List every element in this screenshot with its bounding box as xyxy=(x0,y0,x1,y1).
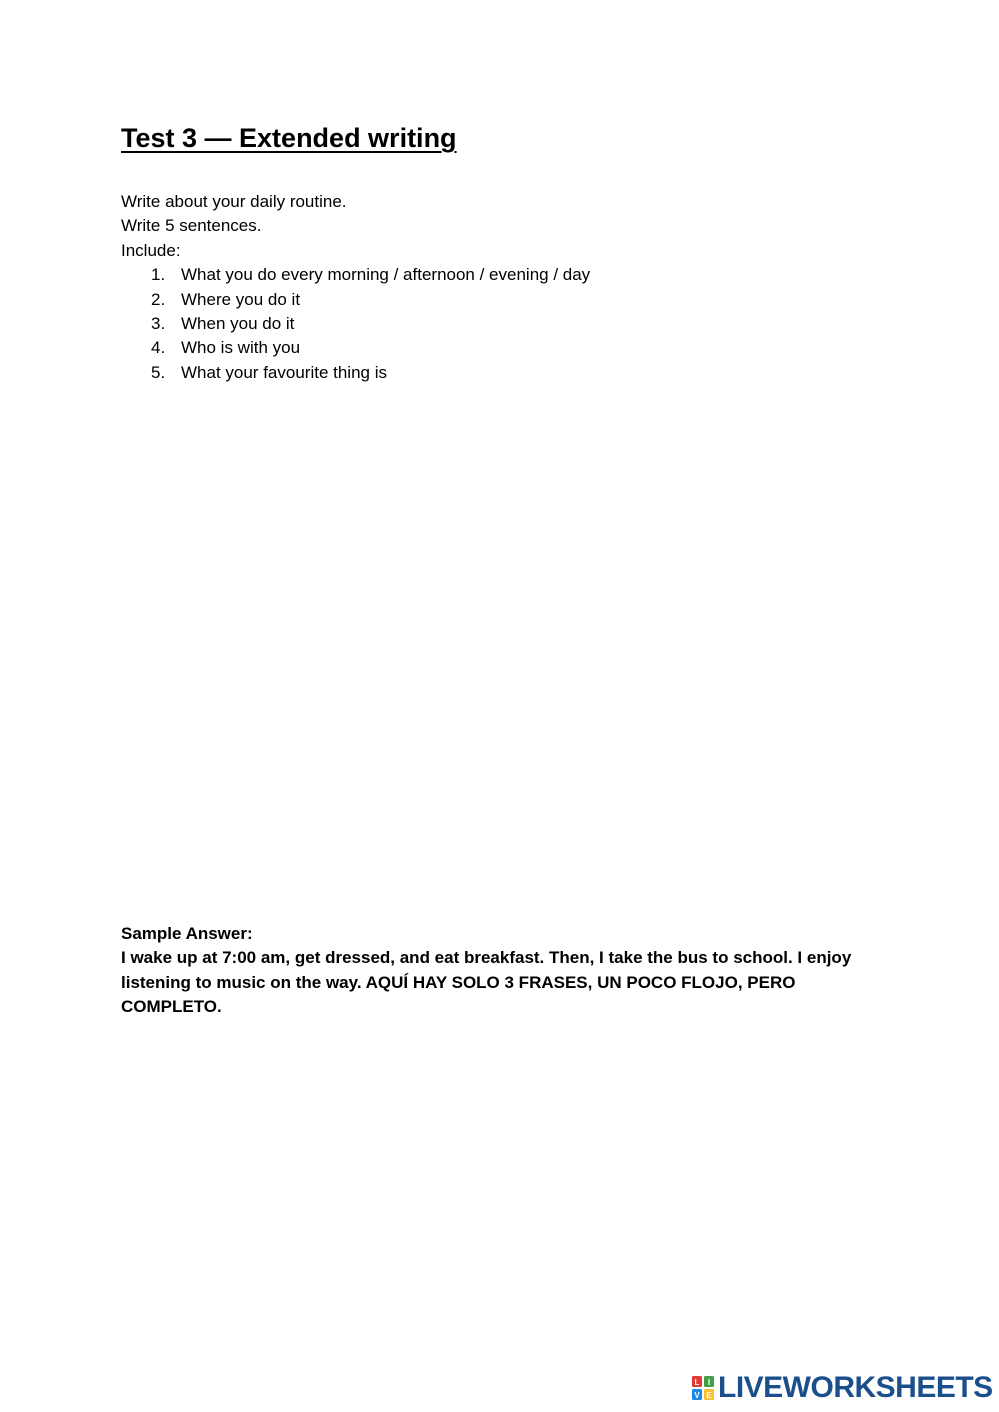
sample-answer-label: Sample Answer: xyxy=(121,924,253,943)
list-item-number: 4. xyxy=(151,338,166,358)
list-item-text: What you do every morning / afternoon / evening / day xyxy=(181,265,591,285)
list-item xyxy=(121,361,590,385)
page-title: Test 3 — Extended writing xyxy=(121,123,457,153)
list-item-number: 5. xyxy=(151,362,166,382)
sample-answer-text: I wake up at 7:00 am, get dressed, and eat breakfast. Then, I take the bus to school. I enjoy listening to music on the way. AQUÍ HAY SOLO 3 FRASES, UN POCO FLOJO, PERO COMPLETO. xyxy=(121,948,852,1017)
liveworksheets-wordmark: LIVEWORKSHEETS xyxy=(718,1371,993,1404)
logo-letter: V xyxy=(694,1391,700,1400)
list-item xyxy=(121,336,590,360)
instruction-line: Write 5 sentences. xyxy=(121,216,262,236)
list-item-text: Who is with you xyxy=(181,338,301,358)
liveworksheets-logo-icon xyxy=(692,1376,714,1400)
list-item-text: Where you do it xyxy=(181,289,301,309)
list-item-number: 1. xyxy=(151,265,166,285)
list-item-number: 3. xyxy=(151,314,166,334)
list-item-text: What your favourite thing is xyxy=(181,362,387,382)
list-item xyxy=(121,312,590,336)
list-item-number: 2. xyxy=(151,289,166,309)
include-label: Include: xyxy=(121,240,181,260)
logo-letter: L xyxy=(694,1378,700,1387)
list-item-text: When you do it xyxy=(181,314,295,334)
sample-answer xyxy=(121,922,881,1020)
logo-letter: E xyxy=(706,1391,712,1400)
instruction-line: Write about your daily routine. xyxy=(121,192,347,211)
liveworksheets-brand xyxy=(692,1372,993,1404)
instructions xyxy=(121,190,590,385)
list-item xyxy=(121,263,590,287)
include-list xyxy=(121,263,590,385)
logo-letter: I xyxy=(707,1378,711,1387)
list-item xyxy=(121,288,590,312)
